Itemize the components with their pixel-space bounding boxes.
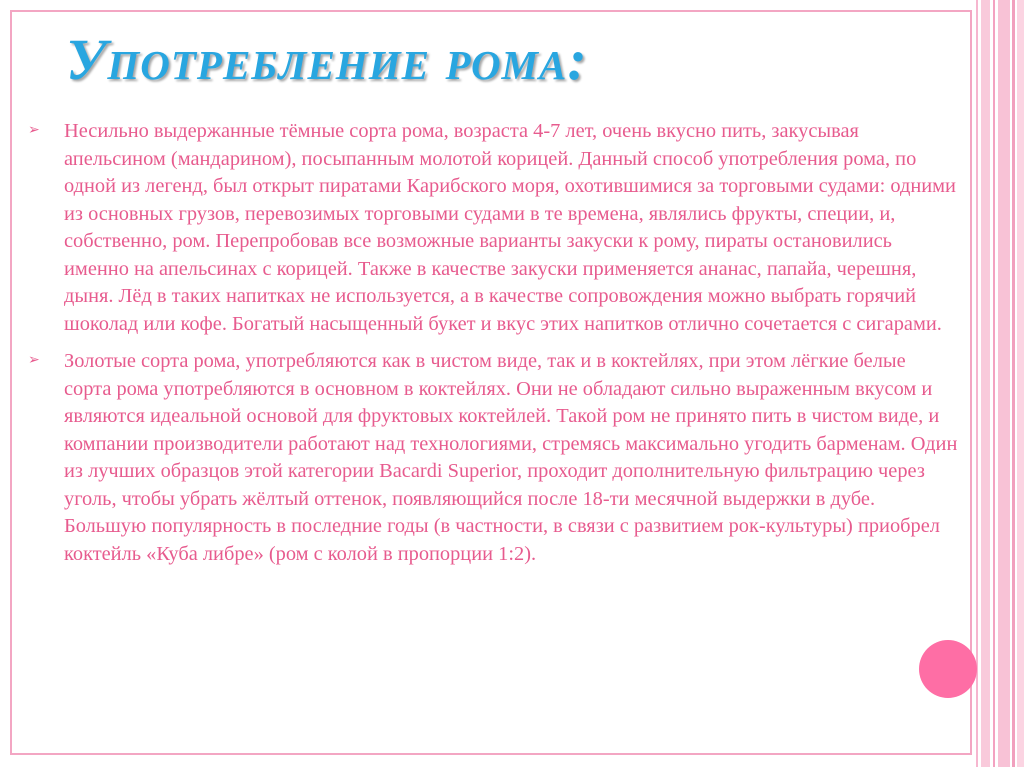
stripe xyxy=(998,0,1010,767)
decorative-stripes xyxy=(976,0,1024,767)
stripe xyxy=(993,0,995,767)
pink-circle-decoration xyxy=(919,640,977,698)
stripe xyxy=(981,0,990,767)
slide-content xyxy=(28,118,958,578)
arrow-bullet-icon: ➢ xyxy=(28,352,40,368)
bullet-text: Несильно выдержанные тёмные сорта рома, возраста 4-7 лет, очень вкусно пить, закусывая апельсином (мандарином), посыпанным молотой корицей. Данный способ употребления рома, по одной из легенд, был открыт пиратами Карибского моря, охотившимися за торговыми судами: одними из основных грузов, перевозимых торговыми судами в те времена, являлись фрукты, специи, и, собственно, ром. Перепробовав все возможные варианты закуски к рому, пираты остановились именно на апельсинах с корицей. Также в качестве закуски применяется ананас, папайа, черешня, дыня. Лёд в таких напитках не используется, а в качестве сопровождения можно выбрать горячий шоколад или кофе. Богатый насыщенный букет и вкус этих напитков отлично сочетается с сигарами. xyxy=(64,120,956,335)
stripe xyxy=(976,0,978,767)
slide-title: Употребление рома: xyxy=(66,27,588,92)
bullet-text: Золотые сорта рома, употребляются как в чистом виде, так и в коктейлях, при этом лёгкие белые сорта рома употребляются в основном в коктейлях. Они не обладают сильно выраженным вкусом и являются идеальной основой для фруктовых коктейлей. Такой ром не принято пить в чистом виде, и компании производители работают над технологиями, стремясь максимально угодить барменам. Один из лучших образцов этой категории Bacardi Superior, проходит дополнительную фильтрацию через уголь, чтобы убрать жёлтый оттенок, появляющийся после 18-ти месячной выдержки в дубе. Большую популярность в последние годы (в частности, в связи с развитием рок-культуры) приобрел коктейль «Куба либре» (ром с колой в пропорции 1:2). xyxy=(64,350,958,565)
stripe xyxy=(1017,0,1024,767)
stripe xyxy=(1012,0,1015,767)
arrow-bullet-icon: ➢ xyxy=(28,122,40,138)
bullet-item xyxy=(28,118,958,338)
bullet-item xyxy=(28,348,958,568)
